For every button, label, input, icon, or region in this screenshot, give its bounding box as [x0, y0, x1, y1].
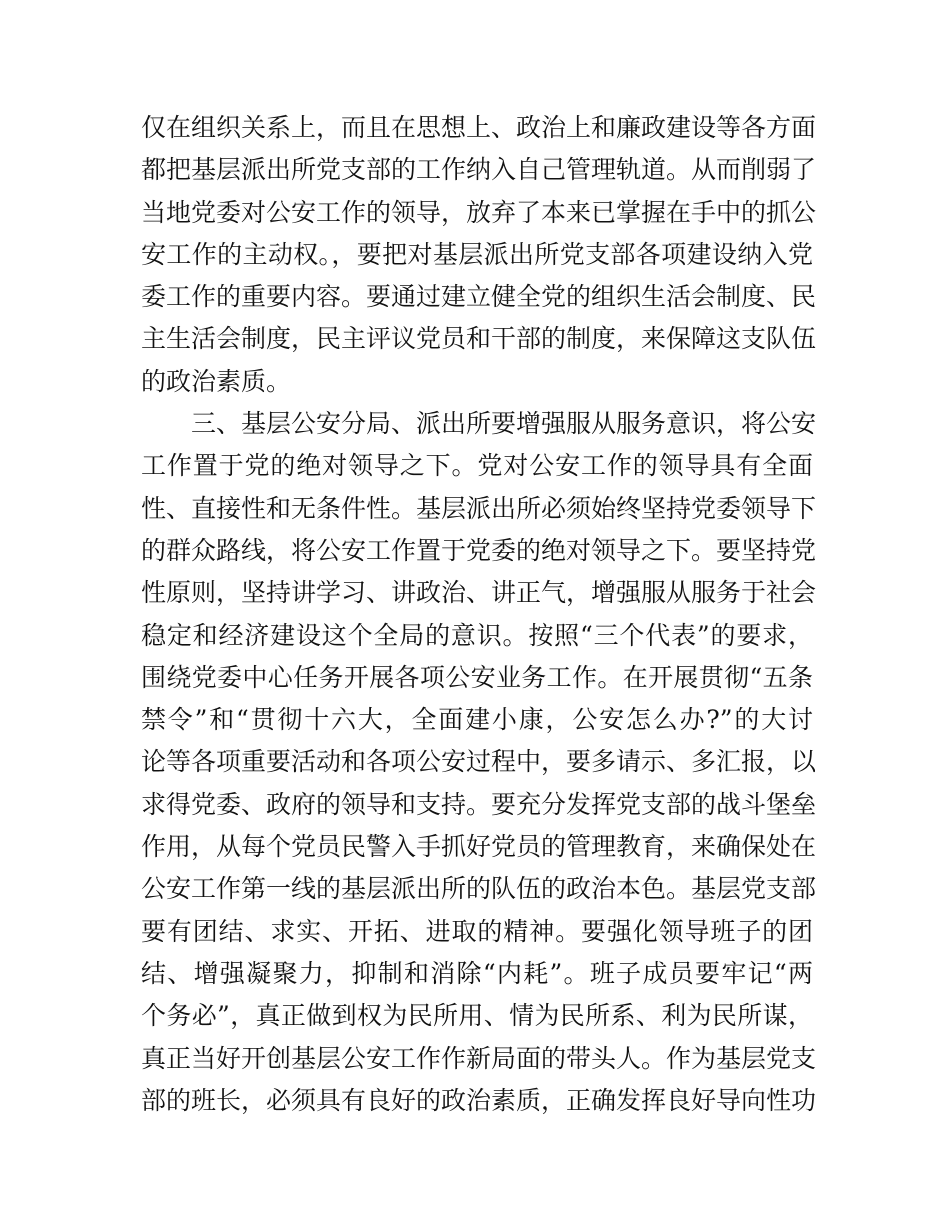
text-line: 个务必”，真正做到权为民所用、情为民所系、利为民所谋， [141, 1001, 813, 1031]
text-line: 的政治素质。 [141, 366, 292, 396]
text-line: 稳定和经济建设这个全局的意识。按照“三个代表”的要求， [141, 620, 813, 650]
text-line: 结、增强凝聚力，抑制和消除“内耗”。班子成员要牢记“两 [141, 958, 813, 988]
text-line: 求得党委、政府的领导和支持。要充分发挥党支部的战斗堡垒 [141, 789, 817, 819]
text-line: 委工作的重要内容。要通过建立健全党的组织生活会制度、民 [141, 282, 817, 312]
text-line: 性原则，坚持讲学习、讲政治、讲正气，增强服从服务于社会 [141, 578, 817, 608]
text-line: 禁令”和“贯彻十六大，全面建小康，公安怎么办?”的大讨 [141, 705, 813, 735]
text-line: 主生活会制度，民主评议党员和干部的制度，来保障这支队伍 [141, 324, 817, 354]
paragraph-1 [141, 107, 817, 403]
paragraph-2 [141, 403, 817, 1122]
text-line: 围绕党委中心任务开展各项公安业务工作。在开展贯彻“五条 [141, 662, 813, 692]
text-line: 当地党委对公安工作的领导，放弃了本来已掌握在手中的抓公 [141, 197, 817, 227]
text-line: 的群众路线，将公安工作置于党委的绝对领导之下。要坚持党 [141, 535, 817, 565]
text-line: 部的班长，必须具有良好的政治素质，正确发挥良好导向性功 [141, 1085, 817, 1115]
text-line: 工作置于党的绝对领导之下。党对公安工作的领导具有全面 [141, 451, 813, 481]
text-line: 三、基层公安分局、派出所要增强服从服务意识，将公安 [191, 409, 817, 439]
text-line: 仅在组织关系上，而且在思想上、政治上和廉政建设等各方面 [141, 113, 817, 142]
body-text [141, 107, 817, 1122]
text-line: 公安工作第一线的基层派出所的队伍的政治本色。基层党支部 [141, 874, 817, 904]
text-line: 要有团结、求实、开拓、进取的精神。要强化领导班子的团 [141, 916, 813, 946]
text-line: 论等各项重要活动和各项公安过程中，要多请示、多汇报，以 [141, 747, 817, 777]
text-line: 安工作的主动权。，要把对基层派出所党支部各项建设纳入党 [141, 239, 813, 269]
text-line: 作用，从每个党员民警入手抓好党员的管理教育，来确保处在 [141, 832, 817, 862]
text-line: 都把基层派出所党支部的工作纳入自己管理轨道。从而削弱了 [141, 155, 817, 185]
text-line: 性、直接性和无条件性。基层派出所必须始终坚持党委领导下 [141, 493, 817, 523]
text-line: 真正当好开创基层公安工作作新局面的带头人。作为基层党支 [141, 1043, 817, 1073]
